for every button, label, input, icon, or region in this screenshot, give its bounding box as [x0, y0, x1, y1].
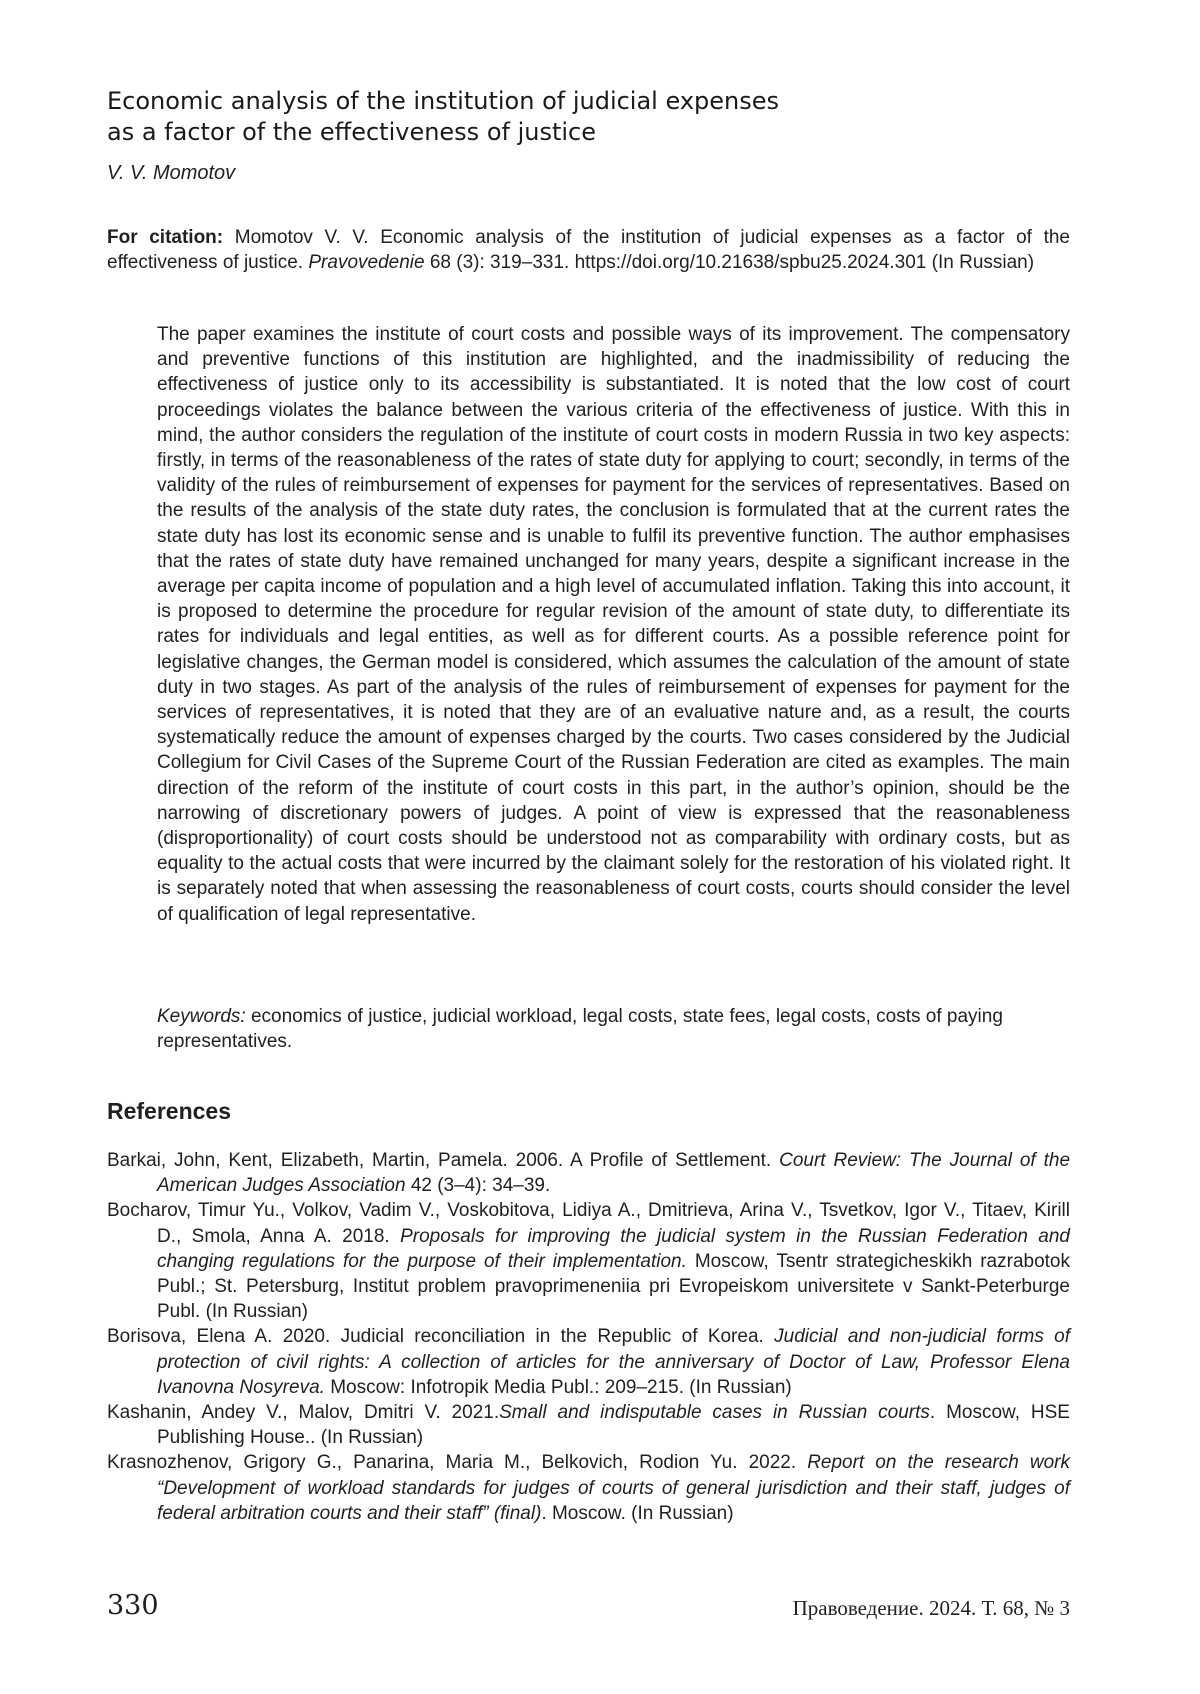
keywords [157, 1004, 1070, 1054]
article-title [107, 86, 1007, 148]
reference-details: . Moscow. (In Russian) [541, 1502, 734, 1524]
reference-details: 42 (3–4): 34–39. [410, 1175, 551, 1197]
reference-source: Report on the research work “Development of workload standards for judges of courts of general jurisdiction and their staff, judges of federal arbitration courts and their staff” (final) [157, 1452, 1070, 1524]
reference-authors: Krasnozhenov, Grigory G., Panarina, Maria M., Belkovich, Rodion Yu. 2022. [107, 1452, 797, 1474]
keywords-label: Keywords: [157, 1006, 246, 1027]
reference-source: Judicial and non-judicial forms of protection of civil rights: A collection of articles for the anniversary of Doctor of Law, Professor Elena Ivanovna Nosyreva. [157, 1326, 1071, 1398]
article-author: V. V. Momotov [107, 162, 236, 184]
article-title-line-1: Economic analysis of the institution of judicial expenses [107, 87, 780, 115]
reference-details: Moscow: Infotropik Media Publ.: 209–215. (In Russian) [330, 1376, 792, 1398]
reference-item [107, 1450, 1070, 1526]
citation-text-before: Momotov V. V. Economic analysis of the institution of judicial expenses as a factor of the effectiveness of justice. [107, 227, 1071, 273]
reference-source: Small and indisputable cases in Russian courts [499, 1402, 930, 1424]
reference-source: Proposals for improving the judicial system in the Russian Federation and changing regulations for the purpose of their implementation. [157, 1225, 1070, 1272]
reference-authors: Bocharov, Timur Yu., Volkov, Vadim V., Voskobitova, Lidiya A., Dmitrieva, Arina V., Tsvetkov, Igor V., Titaev, Kirill D., Smola, Anna A. 2018. [107, 1200, 1070, 1247]
citation-text-after: 68 (3): 319–331. https://doi.org/10.21638/spbu25.2024.301 (In Russian) [429, 252, 1035, 273]
reference-item [107, 1198, 1070, 1324]
references-heading: References [107, 1098, 232, 1124]
reference-details: . Moscow, HSE Publishing House.. (In Russian) [157, 1402, 1070, 1449]
reference-authors: Kashanin, Andey V., Malov, Dmitri V. 2021. [107, 1402, 500, 1424]
reference-item [107, 1148, 1070, 1198]
reference-item [107, 1324, 1070, 1400]
page-number: 330 [107, 1590, 159, 1621]
reference-details: Moscow, Tsentr strategicheskikh razrabotok Publ.; St. Petersburg, Institut problem pravoprimeneniia pri Evropeiskom universitete v Sankt-Peterburge Publ. (In Russian) [157, 1250, 1070, 1323]
reference-source: Court Review: The Journal of the American Judges Association [157, 1150, 1071, 1197]
citation-label: For citation: [107, 227, 224, 248]
citation-block [107, 225, 1070, 275]
article-title-line-2: as a factor of the effectiveness of justice [107, 118, 596, 146]
abstract: The paper examines the institute of court costs and possible ways of its improvement. The compensatory and preventive functions of this institution are highlighted, and the inadmissibility of reducing the effectiveness of justice only to its accessibility is substantiated. It is noted that the low cost of court proceedings violates the balance between the various criteria of the effectiveness of justice. With this in mind, the author considers the regulation of the institute of court costs in modern Russia in two key aspects: firstly, in terms of the reasonableness of the rates of state duty for applying to court; secondly, in terms of the validity of the rules of reimbursement of expenses for payment for the services of representatives. Based on the results of the analysis of the state duty rates, the conclusion is formulated that at the current rates the state duty has lost its economic sense and is unable to fulfil its preventive function. The author emphasises that the rates of state duty have remained unchanged for many years, despite a significant increase in the average per capita income of population and a high level of accumulated inflation. Taking this into account, it is proposed to determine the procedure for regular revision of the amount of state duty, to differentiate its rates for individuals and legal entities, as well as for different courts. As a possible reference point for legislative changes, the German model is considered, which assumes the calculation of the amount of state duty in two stages. As part of the analysis of the rules of reimbursement of expenses for payment for the services of representatives, it is noted that they are of an evaluative nature and, as a result, the courts systematically reduce the amount of expenses charged by the courts. Two cases considered by the Judicial Collegium for Civil Cases of the Supreme Court of the Russian Federation are cited as examples. The main direction of the reform of the institute of court costs in this part, in the author’s opinion, should be the narrowing of discretionary powers of judges. A point of view is expressed that the reasonableness (disproportionality) of court costs should be understood not as comparability with ordinary costs, but as equality to the actual costs that were incurred by the claimant solely for the restoration of his violated right. It is separately noted that when assessing the reasonableness of court costs, courts should consider the level of qualification of legal representative. [157, 324, 1070, 925]
reference-item [107, 1400, 1070, 1450]
keywords-text: economics of justice, judicial workload, legal costs, state fees, legal costs, costs of paying representatives. [157, 1006, 1003, 1052]
references-list [107, 1148, 1070, 1526]
citation-journal: Pravovedenie [308, 252, 425, 273]
reference-authors: Barkai, John, Kent, Elizabeth, Martin, Pamela. 2006. A Profile of Settlement. [107, 1150, 772, 1171]
reference-authors: Borisova, Elena A. 2020. Judicial reconciliation in the Republic of Korea. [107, 1326, 764, 1348]
running-footer-journal: Правоведение. 2024. Т. 68, № 3 [792, 1596, 1070, 1620]
